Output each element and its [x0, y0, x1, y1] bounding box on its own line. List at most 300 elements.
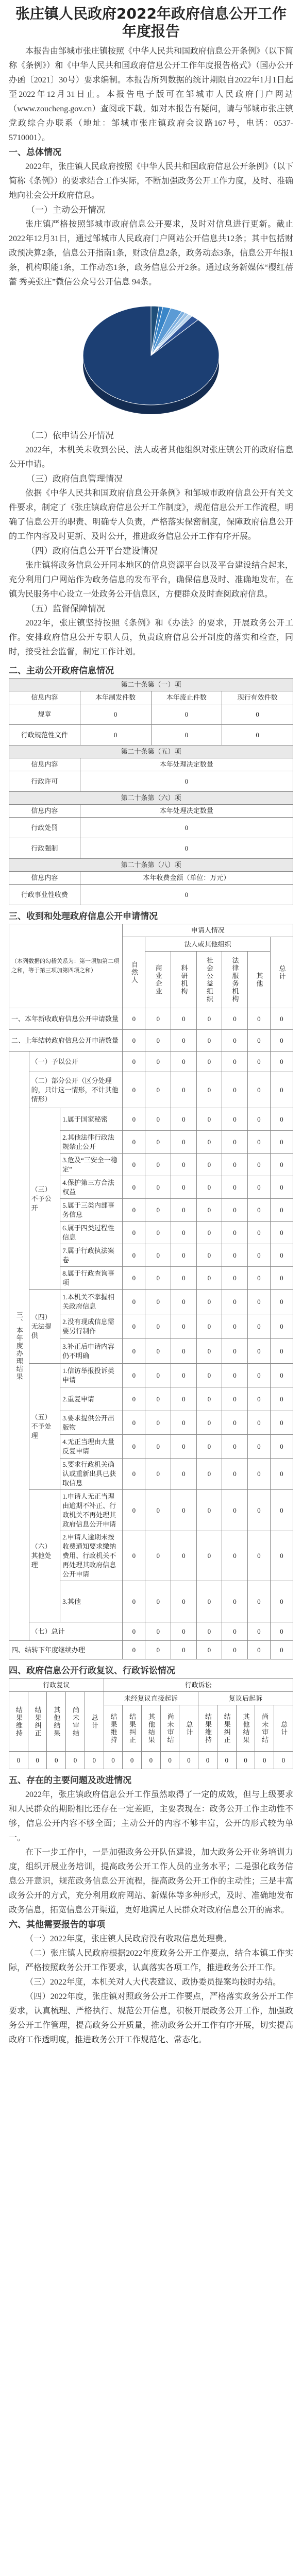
table-header: 其他结果 — [47, 1692, 66, 1752]
table-header: 申请人情况 — [123, 924, 293, 937]
table-cell: 0 — [222, 704, 293, 725]
table-cell: 0 — [123, 1176, 145, 1199]
table-cell: 行政事业性收费 — [9, 885, 80, 905]
table-cell: 0 — [145, 1581, 171, 1622]
table-cell: 0 — [80, 725, 151, 745]
table-cell: 0 — [123, 1314, 145, 1339]
table-row-label: 一、本年新收政府信息公开申请数量 — [9, 1008, 123, 1030]
table-cell: 0 — [196, 1459, 222, 1490]
active-disclosure-table — [9, 678, 293, 905]
table-cell: 0 — [171, 1459, 197, 1490]
table-cell: 0 — [247, 1490, 270, 1531]
table-cell: 0 — [222, 1176, 248, 1199]
table-cell: 0 — [247, 1581, 270, 1622]
table-cell: 0 — [145, 1072, 171, 1108]
table-cell: 0 — [123, 1459, 145, 1490]
table-cell: 0 — [247, 1222, 270, 1244]
table-header: 总计 — [270, 937, 293, 1008]
table-cell: 0 — [171, 1339, 197, 1364]
table-cell: 0 — [171, 1581, 197, 1622]
table-cell: 0 — [222, 1072, 248, 1108]
table-row — [9, 1008, 293, 1030]
table-row-label: 2.申请人逾期未按收费通知要求缴纳费用、行政机关不再处理其政府信息公开申请 — [60, 1531, 123, 1581]
table-header: 结果纠正 — [28, 1692, 47, 1752]
application-table — [9, 924, 293, 1659]
application-disclosure-heading: （二）依申请公开情况 — [26, 431, 114, 441]
section-5-paragraph: 在下一步工作中，一是加强政务公开队伍建设，加大政务公开业务培训力度，组织开展业务培训，提高政务公开工作人员的业务水平；二是强化政务信息公开意识，规范政务信息公开流程，提高政务公开工作的主动性；三是丰富政务公开的方式，充分利用政府网站、新媒体等多种形式，及时、准确地发布政务信息，拓宽信息公开渠道，更好地满足人民群众对政府信息公开的需求。 — [9, 1848, 293, 1914]
table-cell: 0 — [145, 1131, 171, 1154]
table-cell: 0 — [222, 1222, 248, 1244]
section-6-paragraph: （三）2022年度，本机关对人大代表建议、政协委员提案均按时办结。 — [25, 1978, 281, 1987]
table-header: 法律服务机构 — [222, 952, 248, 1008]
table-cell: 0 — [274, 1752, 293, 1769]
table-cell: 0 — [145, 1154, 171, 1176]
table-cell: 0 — [145, 1008, 171, 1030]
section-2-heading: 二、主动公开政府信息情况 — [9, 666, 114, 676]
table-cell: 0 — [270, 1435, 293, 1459]
table-cell: 0 — [145, 1387, 171, 1411]
table-cell: 0 — [123, 1244, 145, 1267]
table-cell: 0 — [222, 1490, 248, 1531]
table-header: 本年制发件数 — [80, 691, 151, 704]
table-row-label: 3.其他 — [60, 1581, 123, 1622]
table-cell: 0 — [196, 1290, 222, 1314]
table-cell: 0 — [80, 704, 151, 725]
table-cell: 0 — [196, 1339, 222, 1364]
table-header: 结果维持 — [104, 1705, 123, 1752]
table-cell: 0 — [270, 1244, 293, 1267]
table-row-label: 四、结转下年度继续办理 — [9, 1641, 123, 1659]
table-cell: 0 — [145, 1052, 171, 1072]
table-cell: 0 — [123, 1290, 145, 1314]
table-row-label: （四）无法提供 — [29, 1290, 60, 1364]
table-header: 结果维持 — [198, 1705, 217, 1752]
table-header: 自然人 — [123, 937, 145, 1008]
table-cell: 0 — [270, 1131, 293, 1154]
table-cell: 0 — [123, 1154, 145, 1176]
table-cell: 0 — [171, 1131, 197, 1154]
table-cell: 0 — [222, 1581, 248, 1622]
table-cell: 0 — [270, 1199, 293, 1222]
table-header: 现行有效件数 — [222, 691, 293, 704]
table-header: 结果纠正 — [217, 1705, 236, 1752]
table-row-label: （六）其他处理 — [29, 1490, 60, 1622]
table-cell: 0 — [247, 1290, 270, 1314]
table-cell: 0 — [222, 1030, 248, 1052]
table-cell: 0 — [171, 1108, 197, 1131]
platform-heading: （四）政府信息公开平台建设情况 — [26, 546, 158, 556]
section-5-paragraph: 2022年，张庄镇政府信息公开工作虽然取得了一定的成效，但与上级要求和人民群众的期盼相比还存在一定差距，主要表现在：政务公开工作主动性不够，信息公开内容不够全面；主动公开的内容不够丰富，公开的形式较为单一。 — [9, 1790, 293, 1842]
table-cell: 0 — [171, 1290, 197, 1314]
table-cell: 行政规范性文件 — [9, 725, 80, 745]
table-cell: 0 — [222, 1364, 248, 1387]
table-cell: 0 — [123, 1435, 145, 1459]
table-header: 结果维持 — [9, 1692, 28, 1752]
table-cell: 0 — [270, 1290, 293, 1314]
table-cell: 0 — [80, 771, 293, 792]
table-cell: 0 — [196, 1108, 222, 1131]
table-cell: 0 — [123, 1108, 145, 1131]
table-cell: 0 — [247, 1641, 270, 1659]
table-cell: 0 — [171, 1387, 197, 1411]
table-row-label: 2.重复申请 — [60, 1387, 123, 1411]
table-header: 法人或其他组织 — [145, 937, 270, 952]
table-cell: 0 — [145, 1364, 171, 1387]
table-cell: 0 — [196, 1531, 222, 1581]
table-row — [9, 1030, 293, 1052]
table-cell: 0 — [123, 1267, 145, 1290]
section-1-paragraph: 2022年，张庄镇人民政府按照《中华人民共和国政府信息公开条例》（以下简称《条例》）的要求结合工作实际，不断加强政务公开工作力度，及时、准确地向社会公开政府信息。 — [9, 162, 294, 200]
table-cell: 0 — [142, 1752, 161, 1769]
table-header: 信息内容 — [9, 805, 80, 818]
table-cell: 0 — [145, 1531, 171, 1581]
table-cell: 0 — [270, 1222, 293, 1244]
table-cell: 0 — [171, 1314, 197, 1339]
table-cell: 0 — [171, 1490, 197, 1531]
table-cell: 0 — [247, 1052, 270, 1072]
table-cell: 0 — [171, 1222, 197, 1244]
table-cell: 0 — [171, 1244, 197, 1267]
table-row-label: 1.信访举报投诉类申请 — [60, 1364, 123, 1387]
table-cell: 0 — [80, 838, 293, 859]
table-row-label: 3.补正后申请内容仍不明确 — [60, 1339, 123, 1364]
table-cell: 0 — [145, 1641, 171, 1659]
table-cell: 0 — [270, 1314, 293, 1339]
table-row — [9, 1290, 293, 1314]
table-cell: 0 — [145, 1244, 171, 1267]
table-row-label: 1.本机关不掌握相关政府信息 — [60, 1290, 123, 1314]
table-cell: 0 — [222, 1411, 248, 1435]
table-cell: 0 — [171, 1154, 197, 1176]
table-header: 其他 — [247, 952, 270, 1008]
table-cell: 0 — [196, 1267, 222, 1290]
table-row-label: （三）不予公开 — [29, 1108, 60, 1290]
table-cell: 0 — [270, 1176, 293, 1199]
table-cell: 0 — [270, 1581, 293, 1622]
table-cell: 0 — [270, 1008, 293, 1030]
table-cell: 0 — [171, 1435, 197, 1459]
disclosure-pie-chart — [9, 295, 293, 423]
table-row — [9, 1108, 293, 1131]
table-cell: 0 — [123, 1199, 145, 1222]
table-cell: 0 — [222, 1314, 248, 1339]
table-cell: 0 — [270, 1459, 293, 1490]
section-6-paragraph: （一）2022年度，张庄镇人民政府没有收取信息处理费。 — [25, 1935, 232, 1943]
table-row-label: 6.属于四类过程性信息 — [60, 1222, 123, 1244]
table-cell: 0 — [145, 1435, 171, 1459]
table-row-label: 1.属于国家秘密 — [60, 1108, 123, 1131]
table-cell: 0 — [196, 1387, 222, 1411]
table-cell: 0 — [222, 1387, 248, 1411]
table-cell: 0 — [196, 1052, 222, 1072]
table-cell: 0 — [151, 725, 222, 745]
table-header: 信息内容 — [9, 872, 80, 885]
table-header: 总计 — [274, 1705, 293, 1752]
table-cell: 0 — [145, 1490, 171, 1531]
table-row-label: 5.要求行政机关确认或重新出具已获取信息 — [60, 1459, 123, 1490]
table-cell: 0 — [123, 1008, 145, 1030]
table-cell: 0 — [145, 1222, 171, 1244]
table-cell: 0 — [123, 1622, 145, 1641]
table-cell: 0 — [222, 1052, 248, 1072]
table-header: 其他结果 — [142, 1705, 161, 1752]
table-cell: 0 — [247, 1435, 270, 1459]
table-cell: 0 — [270, 1641, 293, 1659]
table-cell: 0 — [123, 1387, 145, 1411]
table-cell: 0 — [270, 1072, 293, 1108]
table-section-label: 第二十条第（八）项 — [9, 859, 293, 872]
table-row-label: 4.无正当理由大量反复申请 — [60, 1435, 123, 1459]
table-cell: 0 — [270, 1490, 293, 1531]
table-cell: 0 — [270, 1622, 293, 1641]
table-cell: 0 — [196, 1435, 222, 1459]
table-cell: 0 — [145, 1622, 171, 1641]
table-header: 本年废止件数 — [151, 691, 222, 704]
section-5-heading: 五、存在的主要问题及改进情况 — [9, 1775, 131, 1786]
table-cell: 0 — [80, 818, 293, 838]
table-cell: 0 — [247, 1030, 270, 1052]
table-row-label: （二）部分公开（区分处理的，只计这一情形，不计其他情形） — [29, 1072, 123, 1108]
table-cell: 0 — [236, 1752, 255, 1769]
table-cell: 0 — [222, 1008, 248, 1030]
table-cell: 0 — [145, 1339, 171, 1364]
table-cell: 0 — [247, 1199, 270, 1222]
table-cell: 0 — [270, 1108, 293, 1131]
table-cell: 0 — [145, 1290, 171, 1314]
table-cell: 0 — [80, 885, 293, 905]
table-cell: 0 — [179, 1752, 198, 1769]
table-cell: 0 — [270, 1267, 293, 1290]
table-cell: 0 — [145, 1176, 171, 1199]
section-1-heading: 一、总体情况 — [9, 147, 61, 158]
table-cell: 0 — [66, 1752, 85, 1769]
table-cell: 0 — [196, 1131, 222, 1154]
table-row-label: 5.属于三类内部事务信息 — [60, 1199, 123, 1222]
table-header: 本年处理决定数量 — [80, 758, 293, 771]
table-cell: 0 — [171, 1199, 197, 1222]
platform-paragraph: 张庄镇将政务信息公开同本地区的信息资源平台以及平台建设结合起来，充分利用门户网站作为政务信息的发布平台，确保信息及时、准确地发布，在镇为民服务中心设立一处政务公开信息区，方便群众及时查阅政府信息。 — [9, 561, 293, 599]
table-cell: 0 — [171, 1052, 197, 1072]
table-cell: 0 — [196, 1176, 222, 1199]
table-cell: 0 — [222, 1154, 248, 1176]
table-cell: 0 — [85, 1752, 104, 1769]
supervision-paragraph: 2022年，张庄镇坚持按照《条例》和《办法》的要求，开展政务公开工作。安排政府信息公开专职人员，负责政府信息公开制度的落实和检查，同时，接受社会监督，制定工作计划。 — [9, 619, 293, 656]
table-cell: 0 — [270, 1052, 293, 1072]
table-row — [9, 1490, 293, 1531]
table-cell: 0 — [222, 1131, 248, 1154]
table-header: 社会公益组织 — [196, 952, 222, 1008]
table-header: 行政诉讼 — [104, 1679, 293, 1692]
table-cell: 0 — [145, 1314, 171, 1339]
table-cell: 0 — [247, 1176, 270, 1199]
table-row — [9, 1052, 293, 1072]
table-row-label: 7.属于行政执法案卷 — [60, 1244, 123, 1267]
table-row-label: 4.保护第三方合法权益 — [60, 1176, 123, 1199]
table-cell: 0 — [247, 1387, 270, 1411]
table-row-label: （七）总计 — [29, 1622, 123, 1641]
table-cell: 0 — [222, 1459, 248, 1490]
table-cell: 0 — [196, 1490, 222, 1531]
table-cell: 0 — [247, 1459, 270, 1490]
table-cell: 0 — [123, 1581, 145, 1622]
application-disclosure-paragraph: 2022年，本机关未收到公民、法人或者其他组织对张庄镇公开的政府信息公开申请。 — [9, 446, 293, 469]
table-cell: 0 — [270, 1364, 293, 1387]
table-cell: 0 — [171, 1176, 197, 1199]
table-row — [9, 1364, 293, 1387]
table-header: （本列数据的勾稽关系为：第一项加第二项之和，等于第三项加第四项之和） — [9, 924, 123, 1008]
table-cell: 0 — [145, 1199, 171, 1222]
table-cell: 0 — [196, 1244, 222, 1267]
table-cell: 0 — [247, 1244, 270, 1267]
top-spacer — [0, 0, 302, 4]
table-cell: 0 — [171, 1030, 197, 1052]
table-cell: 0 — [222, 1108, 248, 1131]
table-cell: 0 — [123, 1030, 145, 1052]
table-row-label: 8.属于行政查询事项 — [60, 1267, 123, 1290]
table-header: 信息内容 — [9, 691, 80, 704]
table-section-label: 第二十条第（五）项 — [9, 745, 293, 758]
table-row-label: （一）予以公开 — [29, 1052, 123, 1072]
table-cell: 0 — [247, 1108, 270, 1131]
table-cell: 0 — [123, 1131, 145, 1154]
table-cell: 0 — [196, 1314, 222, 1339]
table-cell: 行政许可 — [9, 771, 80, 792]
table-row-label: 三、本年度办理结果 — [9, 1052, 29, 1641]
table-header: 尚未审结 — [66, 1692, 85, 1752]
table-row-label: 2.没有现成信息需要另行制作 — [60, 1314, 123, 1339]
table-header: 尚未审结 — [255, 1705, 274, 1752]
active-disclosure-paragraph: 张庄镇严格按照邹城市政府信息公开要求，及时对信息进行更新。截止2022年12月31日，通过邹城市人民政府门户网站公开信息共12条；其中包括财政预决算2条，信息公开指南1条，财政信息2条，政务动态3条，信息公开年报1条，机构职能1条，工作动态1条，政务信息公开2条。通过政务新媒体“樱红蓓蕾 秀美张庄”微信公众号公开信息 94条。 — [9, 220, 294, 286]
table-header: 本年处理决定数量 — [80, 805, 293, 818]
table-cell: 0 — [145, 1459, 171, 1490]
table-cell: 0 — [222, 1199, 248, 1222]
table-cell: 行政强制 — [9, 838, 80, 859]
table-row-label: 二、上年结转政府信息公开申请数量 — [9, 1030, 123, 1052]
table-cell: 0 — [247, 1008, 270, 1030]
table-cell: 0 — [222, 725, 293, 745]
table-cell: 0 — [222, 1622, 248, 1641]
active-disclosure-heading: （一）主动公开情况 — [26, 205, 105, 215]
table-row-label: 3.要求提供公开出版物 — [60, 1411, 123, 1435]
table-header: 未经复议直接起诉 — [104, 1692, 198, 1705]
table-header: 其他结果 — [236, 1705, 255, 1752]
table-cell: 0 — [171, 1622, 197, 1641]
table-cell: 0 — [171, 1072, 197, 1108]
table-cell: 0 — [270, 1030, 293, 1052]
table-cell: 0 — [145, 1267, 171, 1290]
table-section-label: 第二十条第（六）项 — [9, 792, 293, 805]
table-row — [9, 1072, 293, 1108]
table-section-label: 第二十条第（一）项 — [9, 679, 293, 691]
section-6-heading: 六、其他需要报告的事项 — [9, 1920, 105, 1930]
table-cell: 0 — [47, 1752, 66, 1769]
table-header: 商业企业 — [145, 952, 171, 1008]
table-cell: 0 — [247, 1364, 270, 1387]
table-cell: 0 — [123, 1339, 145, 1364]
table-cell: 0 — [171, 1364, 197, 1387]
section-6-paragraph: （四）2022年度，张庄镇对照政务公开工作要点，严格落实政务公开工作要求，认真梳理、严格执行、规范公开信息，积极开展政务公开工作，加强政务公开工作管理，提高政务公开质量，推动政务公开工作有序开展，切实提高政府工作透明度，推进政务公开工作规范化、常态化。 — [9, 1992, 293, 2044]
pie-slice-8 — [83, 306, 219, 405]
review-litigation-table — [9, 1678, 293, 1769]
table-cell: 0 — [123, 1052, 145, 1072]
table-cell: 0 — [171, 1008, 197, 1030]
table-cell: 0 — [247, 1314, 270, 1339]
table-row-label: 3.危及“三安全一稳定” — [60, 1154, 123, 1176]
table-cell: 0 — [255, 1752, 274, 1769]
table-header: 复议后起诉 — [198, 1692, 293, 1705]
table-cell: 0 — [28, 1752, 47, 1769]
table-cell: 0 — [196, 1641, 222, 1659]
table-cell: 0 — [222, 1531, 248, 1581]
table-cell: 0 — [222, 1267, 248, 1290]
table-cell: 0 — [9, 1752, 28, 1769]
table-header: 科研机构 — [171, 952, 197, 1008]
table-cell: 0 — [247, 1339, 270, 1364]
table-cell: 0 — [247, 1531, 270, 1581]
table-cell: 0 — [270, 1339, 293, 1364]
table-cell: 0 — [196, 1222, 222, 1244]
section-3-heading: 三、收到和处理政府信息公开申请情况 — [9, 911, 158, 922]
table-cell: 0 — [104, 1752, 123, 1769]
info-management-paragraph: 依据《中华人民共和国政府信息公开条例》和邹城市政府信息公开有关文件要求，制定了《张庄镇政府信息公开工作制度》，规范信息公开工作流程，明确了信息公开的职责、明确专人负责，严格落实保密制度，保障政府信息公开的工作内容及时更新、及时公开，推进政务信息公开工作有序开展。 — [9, 489, 294, 541]
table-cell: 0 — [196, 1581, 222, 1622]
table-cell: 0 — [222, 1641, 248, 1659]
table-cell: 0 — [171, 1531, 197, 1581]
table-cell: 0 — [217, 1752, 236, 1769]
table-cell: 0 — [145, 1030, 171, 1052]
table-cell: 0 — [145, 1411, 171, 1435]
table-cell: 0 — [222, 1244, 248, 1267]
supervision-heading: （五）监督保障情况 — [26, 604, 105, 614]
pie-chart-svg — [9, 295, 293, 423]
table-header: 尚未审结 — [160, 1705, 179, 1752]
table-cell: 0 — [222, 1339, 248, 1364]
table-cell: 0 — [123, 1072, 145, 1108]
table-cell: 0 — [123, 1531, 145, 1581]
table-cell: 0 — [270, 1387, 293, 1411]
table-cell: 0 — [171, 1267, 197, 1290]
table-cell: 0 — [247, 1131, 270, 1154]
table-cell: 0 — [270, 1411, 293, 1435]
table-cell: 0 — [151, 704, 222, 725]
table-header: 结果纠正 — [123, 1705, 142, 1752]
table-cell: 0 — [247, 1267, 270, 1290]
intro-paragraph: 本报告由邹城市张庄镇按照《中华人民共和国政府信息公开条例》（以下简称《条例》）和《中华人民共和国政府信息公开工作年度报告格式》（国办公开办函〔2021〕30号）要求编制。本报告所列数据的统计期限自2022年1月1日起至2022年12月31日止。本报告电子版可在邹城市人民政府门户网站（www.zoucheng.gov.cn）查阅或下载。如对本报告有疑问，请与邹城市张庄镇党政综合办联系（地址：邹城市张庄镇政府会议路167号，电话：0537-5710001）。 — [9, 47, 294, 142]
table-cell: 0 — [247, 1154, 270, 1176]
table-row — [9, 1641, 293, 1659]
report-content — [9, 4, 293, 2047]
table-header: 总计 — [85, 1692, 104, 1752]
report-title: 张庄镇人民政府2022年政府信息公开工作年度报告 — [15, 5, 287, 40]
table-cell: 0 — [196, 1030, 222, 1052]
table-cell: 0 — [123, 1411, 145, 1435]
table-header: 总计 — [179, 1705, 198, 1752]
table-cell: 0 — [160, 1752, 179, 1769]
table-cell: 0 — [123, 1222, 145, 1244]
table-cell: 0 — [196, 1072, 222, 1108]
table-cell: 0 — [196, 1008, 222, 1030]
table-cell: 0 — [270, 1531, 293, 1581]
table-cell: 0 — [247, 1072, 270, 1108]
table-cell: 0 — [171, 1411, 197, 1435]
table-cell: 0 — [196, 1622, 222, 1641]
table-header: 行政复议 — [9, 1679, 104, 1692]
table-cell: 0 — [171, 1641, 197, 1659]
table-cell: 0 — [145, 1108, 171, 1131]
table-cell: 0 — [198, 1752, 217, 1769]
info-management-heading: （三）政府信息管理情况 — [26, 474, 123, 484]
table-row-label: 1.申请人无正当理由逾期不补正、行政机关不再处理其政府信息公开申请 — [60, 1490, 123, 1531]
